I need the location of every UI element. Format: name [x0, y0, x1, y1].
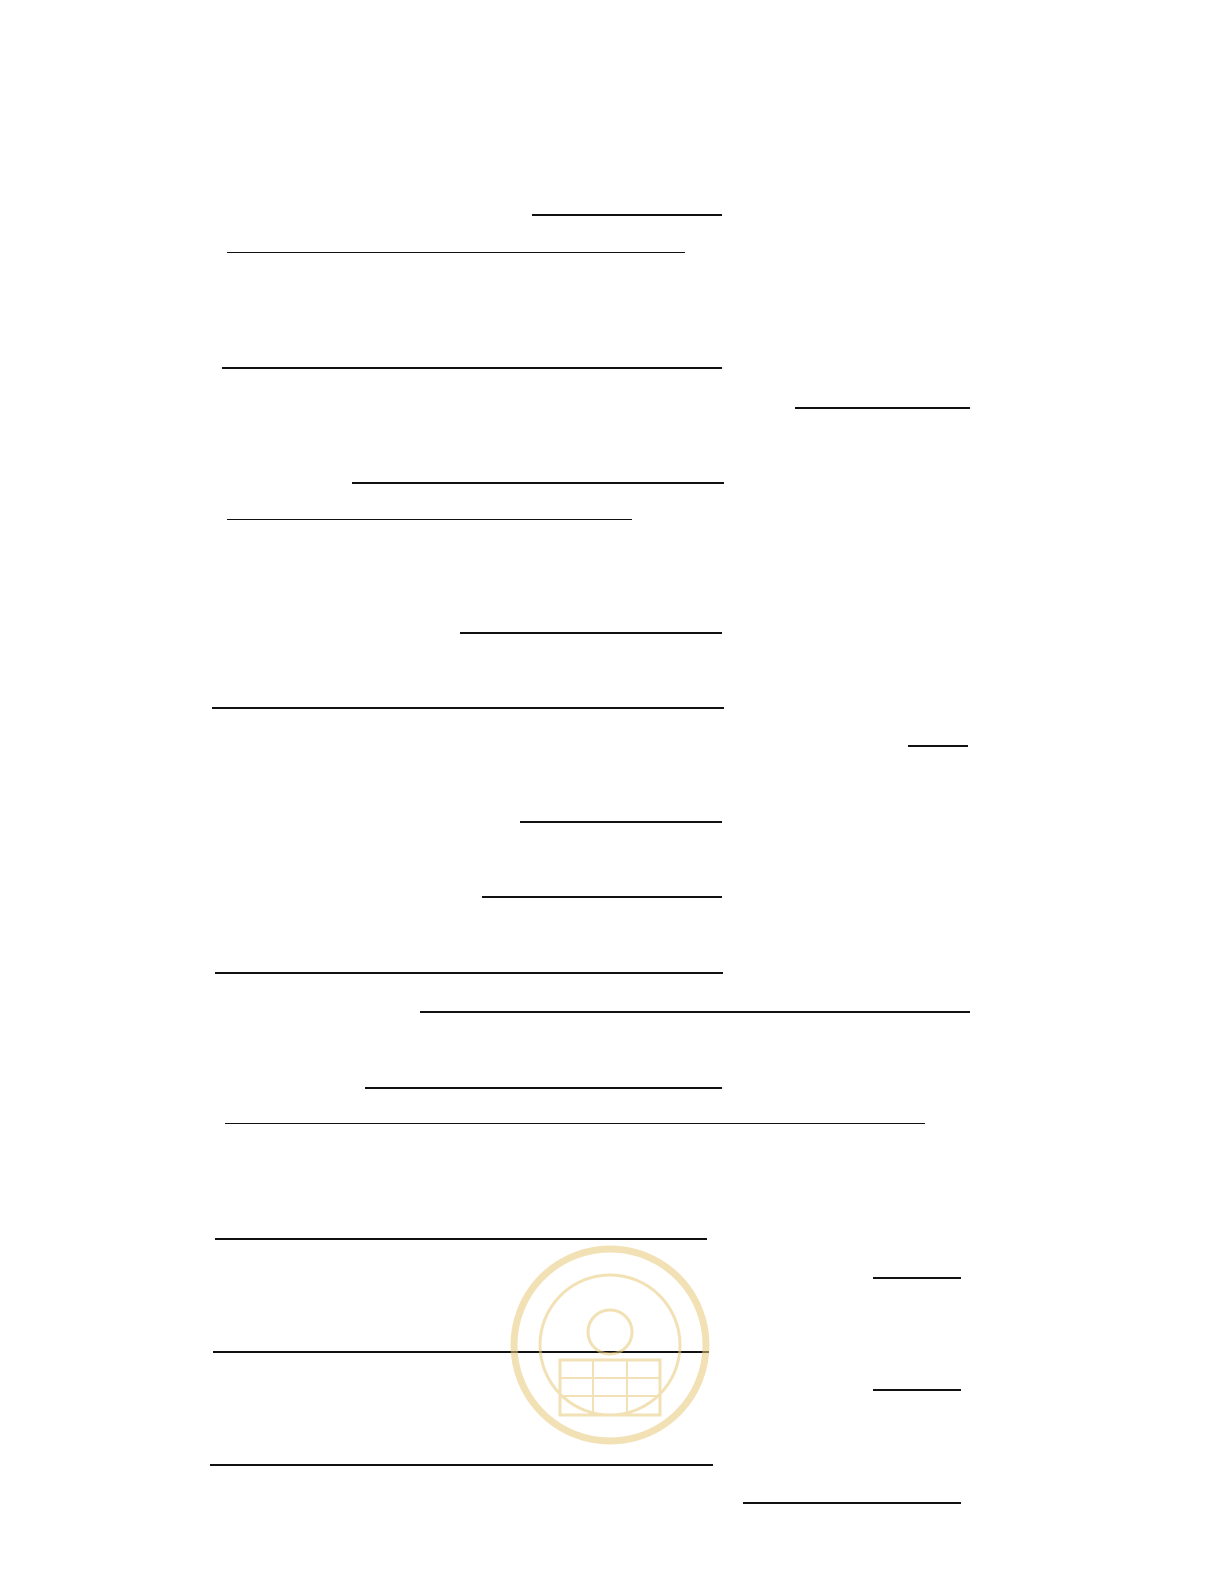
title-underline: [352, 482, 724, 484]
title-underline: [873, 1389, 961, 1391]
title-underline: [460, 632, 722, 634]
title-underline: [420, 1011, 970, 1013]
title-underline: [908, 745, 968, 747]
title-underline: [215, 972, 723, 974]
title-underline: [482, 896, 722, 898]
title-underline: [873, 1277, 961, 1279]
title-underline: [532, 214, 722, 216]
title-underline: [743, 1502, 961, 1504]
title-underline: [212, 707, 724, 709]
title-underline: [520, 821, 722, 823]
title-underline: [227, 252, 685, 253]
title-underline: [365, 1087, 722, 1089]
title-underline: [210, 1464, 713, 1466]
title-underline: [222, 367, 722, 369]
watermark-seal-icon: [505, 1240, 715, 1450]
title-underline: [227, 519, 632, 520]
title-underline: [225, 1123, 925, 1124]
title-underline: [795, 407, 970, 409]
